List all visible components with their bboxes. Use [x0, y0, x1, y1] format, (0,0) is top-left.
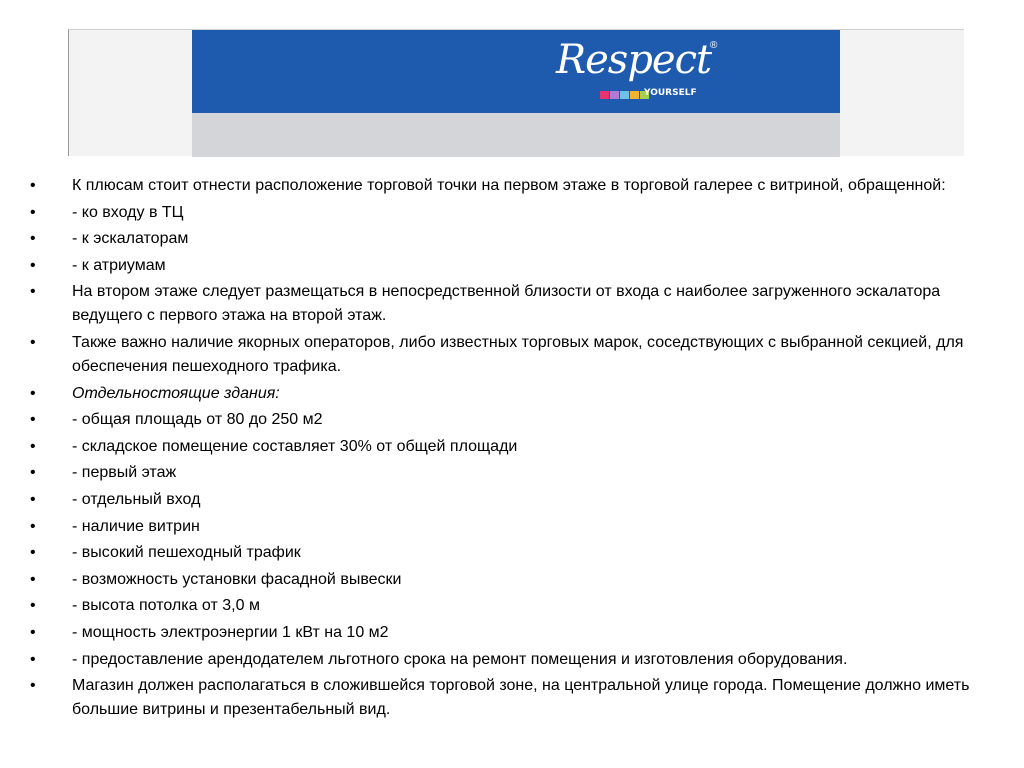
respect-yourself-logo	[556, 36, 726, 106]
list-item-text: - к эскалаторам	[72, 230, 189, 248]
bullet-marker: •	[30, 464, 36, 482]
list-item-text: - высокий пешеходный трафик	[72, 544, 301, 562]
bullet-marker: •	[30, 570, 36, 588]
bullet-marker: •	[30, 230, 36, 248]
list-item	[30, 461, 998, 485]
list-item-text: - предоставление арендодателем льготного срока на ремонт помещения и изготовления оборудования.	[72, 650, 848, 668]
list-item-text: - общая площадь от 80 до 250 м2	[72, 411, 323, 429]
list-item	[30, 594, 998, 618]
logo-color-squares	[600, 91, 649, 99]
list-item-text: - наличие витрин	[72, 517, 200, 535]
logo-registered-mark: ®	[710, 40, 718, 51]
logo-color-square	[600, 91, 609, 99]
list-item	[30, 674, 998, 722]
logo-color-square	[630, 91, 639, 99]
list-item-text: Магазин должен располагаться в сложившейся торговой зоне, на центральной улице города. Помещение должно иметь большие витрины и презентабельный вид.	[72, 677, 970, 719]
bullet-marker: •	[30, 177, 36, 194]
list-item-text: - к атриумам	[72, 256, 166, 274]
bullet-marker: •	[30, 677, 36, 695]
list-item-text: Также важно наличие якорных операторов, либо известных торговых марок, соседствующих с выбранной секцией, для обеспечения пешеходного трафика.	[72, 333, 964, 375]
bullet-marker: •	[30, 256, 36, 274]
list-item-text: - первый этаж	[72, 464, 177, 482]
list-item	[30, 254, 998, 278]
list-item-text: - высота потолка от 3,0 м	[72, 597, 260, 615]
bullet-marker: •	[30, 437, 36, 455]
bullet-marker: •	[30, 490, 36, 508]
list-item-text: - мощность электроэнергии 1 кВт на 10 м2	[72, 623, 389, 641]
list-item	[30, 435, 998, 459]
list-item-text: - складское помещение составляет 30% от общей площади	[72, 437, 518, 455]
bullet-marker: •	[30, 333, 36, 351]
logo-color-square	[610, 91, 619, 99]
banner-blue-band	[192, 30, 840, 113]
bullet-marker: •	[30, 411, 36, 429]
bullet-marker: •	[30, 384, 36, 402]
list-item	[30, 621, 998, 645]
list-item	[30, 382, 998, 406]
list-item-text: К плюсам стоит отнести расположение торговой точки на первом этаже в торговой галерее с витриной, обращенной:	[72, 177, 946, 194]
logo-tagline: YOURSELF	[644, 88, 697, 98]
list-item	[30, 488, 998, 512]
bullet-marker: •	[30, 623, 36, 641]
list-item	[30, 408, 998, 432]
list-item-text: - отдельный вход	[72, 490, 201, 508]
bullet-marker: •	[30, 517, 36, 535]
bullet-list	[30, 174, 998, 725]
logo-color-square	[620, 91, 629, 99]
logo-script-text: Respect	[556, 37, 712, 83]
list-item	[30, 515, 998, 539]
list-item	[30, 331, 998, 379]
list-item	[30, 541, 998, 565]
list-item-text: На втором этаже следует размещаться в непосредственной близости от входа с наиболее загруженного эскалатора ведущего с первого этажа на второй этаж.	[72, 283, 941, 325]
bullet-marker: •	[30, 650, 36, 668]
bullet-marker: •	[30, 283, 36, 301]
list-item	[30, 648, 998, 672]
list-item-text: - ко входу в ТЦ	[72, 203, 184, 221]
list-item-text: - возможность установки фасадной вывески	[72, 570, 402, 588]
bullet-marker: •	[30, 544, 36, 562]
list-item-text: Отдельностоящие здания:	[72, 384, 280, 402]
bullet-marker: •	[30, 203, 36, 221]
list-item	[30, 227, 998, 251]
bullet-marker: •	[30, 597, 36, 615]
banner-gray-band	[192, 113, 840, 157]
list-item	[30, 280, 998, 328]
header-banner	[68, 29, 964, 156]
list-item	[30, 174, 998, 198]
list-item	[30, 201, 998, 225]
list-item	[30, 568, 998, 592]
